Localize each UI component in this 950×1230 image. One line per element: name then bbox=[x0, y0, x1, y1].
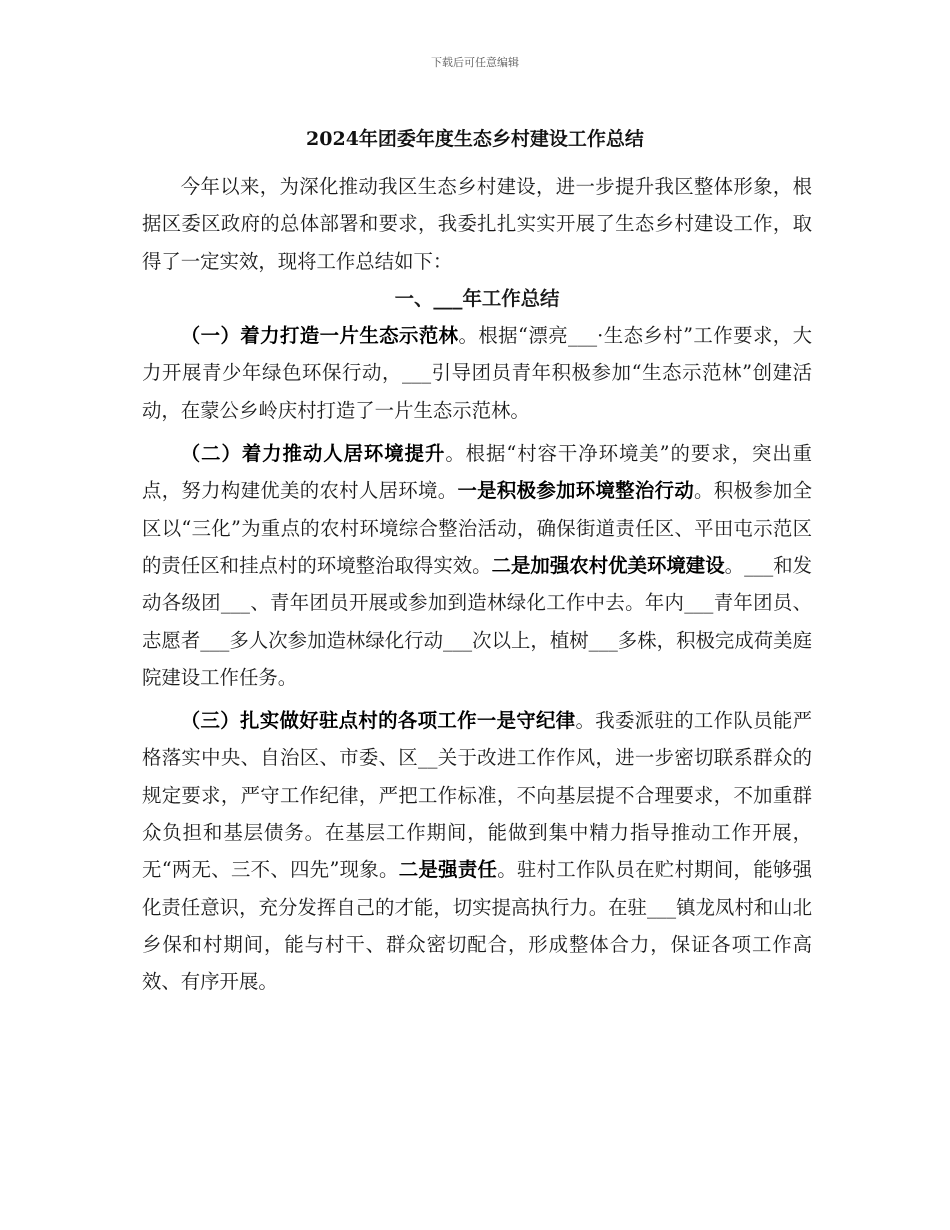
paragraph-2-text-1: 。根据“村容干净环境美”的要求，突出重点，努力构建优美的农村人居环境。 bbox=[142, 442, 812, 503]
paragraph-3-bold-1: 二是强责任 bbox=[398, 858, 498, 882]
paragraph-2-text-2: 。积极参加全区以“三化”为重点的农村环境综合整治活动，确保街道责任区、平田屯示范区的责任区和挂点村的环境整治取得实效。 bbox=[142, 479, 813, 577]
page-header-note: 下载后可任意编辑 bbox=[431, 56, 519, 69]
paragraph-3-text-2: 。驻村工作队员在贮村期间，能够强化责任意识，充分发挥自己的才能，切实提高执行力。在驻___镇龙凤村和山北乡保和村期间，能与村干、群众密切配合，形成整体合力，保证各项工作高效、有序开展。 bbox=[142, 858, 813, 994]
paragraph-2-text-3: 。___和发动各级团___、青年团员开展或参加到造林绿化工作中去。年内___青年团员、志愿者___多人次参加造林绿化行动___次以上，植树___多株，积极完成荷美庭院建设工作任务。 bbox=[142, 553, 813, 689]
paragraph-1 bbox=[142, 317, 812, 429]
document-title: 2024年团委年度生态乡村建设工作总结 bbox=[306, 128, 644, 150]
paragraph-1-lead: （一）着力打造一片生态示范林 bbox=[180, 324, 459, 348]
document-body bbox=[142, 168, 812, 1001]
intro-paragraph: 今年以来，为深化推动我区生态乡村建设，进一步提升我区整体形象，根据区委区政府的总体部署和要求，我委扎扎实实开展了生态乡村建设工作，取得了一定实效，现将工作总结如下： bbox=[142, 175, 812, 273]
paragraph-3-text-1: 。我委派驻的工作队员能严格落实中央、自治区、市委、区__关于改进工作作风，进一步密切联系群众的规定要求，严守工作纪律，严把工作标准，不向基层提不合理要求，不加重群众负担和基层债务。在基层工作期间，能做到集中精力指导推动工作开展，无“两无、三不、四先”现象。 bbox=[142, 709, 813, 882]
paragraph-2-lead: （二）着力推动人居环境提升 bbox=[180, 442, 446, 466]
section-heading: 一、___年工作总结 bbox=[394, 286, 560, 310]
paragraph-3-lead: （三）扎实做好驻点村的各项工作一是守纪律 bbox=[180, 709, 576, 733]
paragraph-3 bbox=[142, 702, 812, 1000]
paragraph-2-bold-2: 二是加强农村优美环境建设 bbox=[491, 553, 725, 577]
paragraph-2-bold-1: 一是积极参加环境整治行动 bbox=[457, 479, 695, 503]
paragraph-1-text: 。根据“漂亮___·生态乡村”工作要求，大力开展青少年绿色环保行动，___引导团员青年积极参加“生态示范林”创建活动，在蒙公乡岭庆村打造了一片生态示范林。 bbox=[142, 324, 813, 422]
paragraph-2 bbox=[142, 435, 812, 696]
